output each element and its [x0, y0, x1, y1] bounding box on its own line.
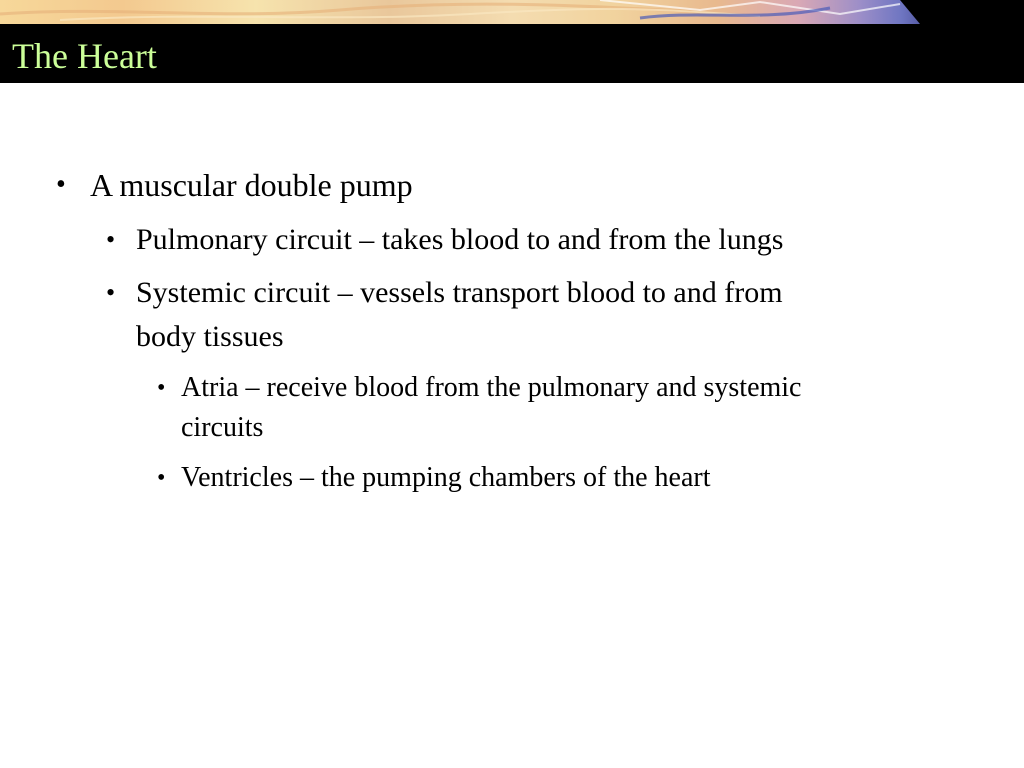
bullet-text: A muscular double pump — [90, 167, 413, 203]
bullet-text: body tissues — [136, 320, 284, 353]
bullet-icon: • — [56, 169, 66, 200]
bullet-icon: • — [157, 375, 166, 401]
bullet-text: Atria – receive blood from the pulmonary and systemic — [181, 372, 802, 403]
bullet-icon: • — [106, 225, 116, 254]
bullet-text: Ventricles – the pumping chambers of the heart — [181, 462, 711, 493]
bullet-text: Pulmonary circuit – takes blood to and from the lungs — [136, 223, 784, 256]
bullet-text: circuits — [181, 412, 264, 443]
bullet-icon: • — [157, 465, 166, 491]
slide-title: The Heart — [12, 36, 157, 76]
bullet-icon: • — [106, 278, 116, 307]
bullet-text: Systemic circuit – vessels transport blood to and from — [136, 276, 783, 309]
